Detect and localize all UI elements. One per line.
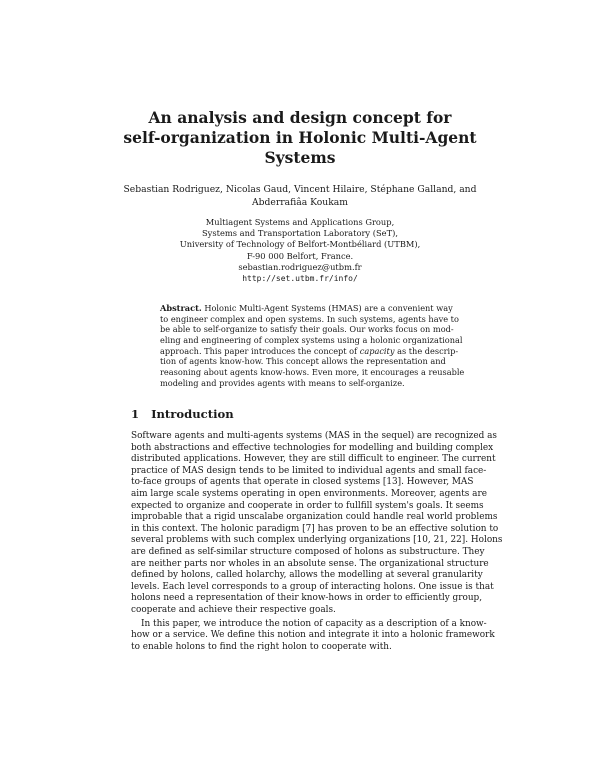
title-line-3: Systems: [264, 148, 336, 167]
paragraph-2: [131, 618, 495, 654]
title-line-1: An analysis and design concept for: [148, 108, 452, 127]
text-line: distributed applications. However, they are still difficult to engineer. The current: [131, 454, 496, 465]
introduction-body: [131, 431, 503, 653]
capacity-term: capacity: [359, 345, 395, 356]
text-line: to enable holons to find the right holon to cooperate with.: [131, 641, 392, 652]
abstract-line: to engineer complex and open systems. In such systems, agents have to: [160, 313, 459, 324]
text-line: expected to organize and cooperate in order to fullfill system's goals. It seems: [131, 500, 484, 511]
abstract-line: tion of agents know-how. This concept allows the representation and: [160, 356, 446, 367]
authors-line-1: Sebastian Rodriguez, Nicolas Gaud, Vincent Hilaire, Stéphane Galland, and: [123, 184, 477, 195]
title-line-2: self-organization in Holonic Multi-Agent: [123, 128, 477, 147]
section-heading: [131, 407, 246, 421]
text-line: improbable that a rigid unscalabe organization could handle real world problems: [131, 512, 498, 523]
text-line: practice of MAS design tends to be limited to individual agents and small face-: [131, 465, 487, 476]
author-email: sebastian.rodriguez@utbm.fr: [238, 261, 362, 272]
text-line: are neither parts nor wholes in an absolute sense. The organizational structure: [131, 558, 489, 569]
text-line: aim large scale systems operating in open environments. Moreover, agents are: [131, 488, 487, 499]
text-line: in this context. The holonic paradigm [7] has proven to be an effective solution to: [131, 523, 499, 534]
text-line: to-face groups of agents that operate in closed systems [13]. However, MAS: [131, 477, 474, 488]
section-number: 1: [131, 407, 140, 421]
paragraph-1: [131, 431, 503, 617]
abstract-line-1: [160, 303, 453, 314]
abstract-line-5-pre: approach. This paper introduces the concept of: [160, 345, 358, 356]
affiliation-line-1: Multiagent Systems and Applications Group,: [205, 217, 395, 227]
abstract-label: Abstract.: [160, 303, 202, 313]
abstract-line: modeling and provides agents with means to self-organize.: [160, 377, 405, 388]
abstract-line-1-text: Holonic Multi-Agent Systems (HMAS) are a convenient way: [204, 303, 453, 313]
text-line: both abstractions and effective technologies for modelling and building complex: [131, 442, 494, 453]
affiliation-line-4: F-90 000 Belfort, France.: [246, 250, 354, 261]
text-line: several problems with such complex underlying organizations [10, 21, 22]. Holons: [131, 535, 503, 546]
affiliation: [100, 217, 500, 284]
text-line: levels. Each level corresponds to a group of interacting holons. One issue is that: [131, 581, 494, 592]
text-line: how or a service. We define this notion and integrate it into a holonic framework: [131, 630, 495, 641]
affiliation-line-2: Systems and Transportation Laboratory (SeT),: [202, 228, 398, 239]
abstract: [160, 303, 465, 388]
section-title: Introduction: [151, 407, 234, 421]
abstract-line: be able to self-organize to satisfy their goals. Our works focus on mod-: [160, 324, 454, 335]
group-url[interactable]: http://set.utbm.fr/info/: [242, 274, 358, 284]
paper-title: [100, 108, 500, 168]
affiliation-line-3: University of Technology of Belfort-Montbéliard (UTBM),: [179, 239, 421, 250]
text-line: defined by holons, called holarchy, allows the modelling at several granularity: [131, 570, 483, 581]
text-line: In this paper, we introduce the notion of capacity as a description of a know-: [141, 618, 487, 629]
text-line: cooperate and achieve their respective goals.: [131, 604, 336, 615]
text-line: are defined as self-similar structure composed of holons as substructure. They: [131, 546, 485, 557]
abstract-line-5-post: as the descrip-: [397, 345, 459, 356]
abstract-line: reasoning about agents know-hows. Even more, it encourages a reusable: [160, 366, 465, 377]
authors-line-2: Abderrafiâa Koukam: [252, 197, 348, 208]
author-list: [100, 183, 500, 209]
abstract-line: eling and engineering of complex systems using a holonic organizational: [160, 334, 463, 345]
text-line: holons need a representation of their know-hows in order to efficiently group,: [131, 593, 483, 604]
abstract-line-5: [160, 345, 459, 357]
text-line: Software agents and multi-agents systems (MAS in the sequel) are recognized as: [131, 431, 497, 441]
